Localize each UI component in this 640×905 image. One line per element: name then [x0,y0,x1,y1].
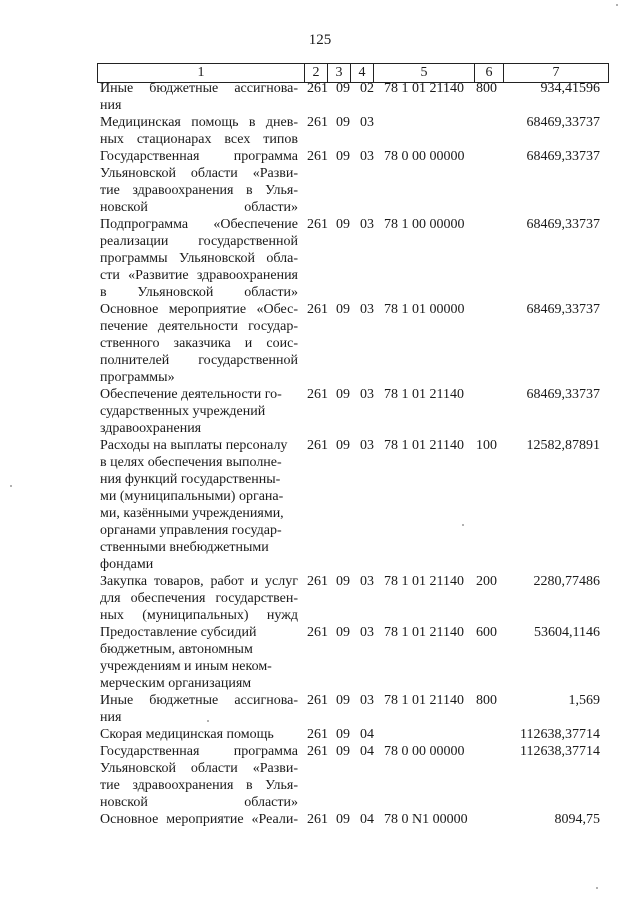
col-header-4: 4 [351,64,374,83]
row-code-ministry: 261 [307,625,328,640]
table-row [0,624,640,692]
row-description: Предоставление субсидий бюджетным, автономным учреждениям и иным неком- мерческим организациям [100,625,272,691]
row-description: Закупка товаров, работ и услуг для обеспечения государствен- ных (муниципальных) нужд [100,574,298,623]
row-amount: 1,569 [568,693,600,708]
row-description: Скорая медицинская помощь [100,727,274,742]
row-code-ministry: 261 [307,149,328,164]
scan-speck [462,524,464,526]
row-code-subsection: 03 [360,625,374,640]
table-row [0,692,640,726]
col-header-3: 3 [328,64,351,83]
row-target-article: 78 1 01 21140 [384,387,464,402]
row-target-article: 78 1 01 21140 [384,574,464,589]
table-row [0,216,640,301]
row-amount: 68469,33737 [526,217,600,232]
row-target-article: 78 1 01 21140 [384,438,464,453]
row-code-subsection: 03 [360,387,374,402]
row-code-section: 09 [336,149,350,164]
row-target-article: 78 1 00 00000 [384,217,465,232]
row-code-subsection: 03 [360,693,374,708]
row-code-ministry: 261 [307,727,328,742]
row-code-subsection: 02 [360,81,374,96]
table-row [0,80,640,114]
row-code-section: 09 [336,302,350,317]
row-target-article: 78 0 00 00000 [384,744,465,759]
row-amount: 53604,1146 [534,625,600,640]
row-expense-type: 100 [476,438,497,453]
row-description: Медицинская помощь в днев- ных стационарах всех типов [100,115,298,147]
row-code-subsection: 03 [360,149,374,164]
row-target-article: 78 0 00 00000 [384,149,465,164]
row-expense-type: 200 [476,574,497,589]
row-expense-type: 800 [476,81,497,96]
row-code-ministry: 261 [307,302,328,317]
table-row [0,301,640,386]
row-expense-type: 800 [476,693,497,708]
row-code-section: 09 [336,574,350,589]
row-code-ministry: 261 [307,744,328,759]
scan-speck [616,4,618,6]
row-code-section: 09 [336,625,350,640]
table-row [0,811,640,828]
row-code-section: 09 [336,115,350,130]
table-row [0,726,640,743]
row-code-section: 09 [336,693,350,708]
row-code-ministry: 261 [307,438,328,453]
scan-speck [10,485,12,487]
scan-speck [207,720,209,722]
row-code-subsection: 03 [360,302,374,317]
row-code-ministry: 261 [307,81,328,96]
row-code-section: 09 [336,744,350,759]
row-description: Государственная программа Ульяновской области «Разви- тие здравоохранения в Улья- новской области» [100,744,298,810]
row-description: Государственная программа Ульяновской области «Разви- тие здравоохранения в Улья- новской области» [100,149,298,215]
row-target-article: 78 1 01 21140 [384,693,464,708]
page-number: 125 [308,32,332,48]
row-code-section: 09 [336,812,350,827]
row-code-subsection: 04 [360,744,374,759]
row-amount: 68469,33737 [526,387,600,402]
row-code-ministry: 261 [307,217,328,232]
col-header-6: 6 [475,64,504,83]
row-expense-type: 600 [476,625,497,640]
row-code-subsection: 03 [360,574,374,589]
col-header-1: 1 [98,64,305,83]
row-amount: 934,41596 [540,81,600,96]
table-row [0,386,640,437]
scan-speck [596,887,598,889]
col-header-2: 2 [305,64,328,83]
row-code-ministry: 261 [307,812,328,827]
budget-table-body [0,80,640,828]
col-header-7: 7 [504,64,609,83]
row-description: Иные бюджетные ассигнова- ния [100,81,298,113]
row-code-subsection: 04 [360,727,374,742]
row-code-subsection: 03 [360,438,374,453]
row-target-article: 78 0 N1 00000 [384,812,468,827]
row-amount: 68469,33737 [526,149,600,164]
table-row [0,114,640,148]
row-amount: 68469,33737 [526,115,600,130]
row-description: Основное мероприятие «Реали- [100,812,298,827]
row-target-article: 78 1 01 00000 [384,302,465,317]
table-row [0,437,640,573]
row-code-subsection: 04 [360,812,374,827]
row-description: Основное мероприятие «Обес- печение деятельности государ- ственного заказчика и соис- полнителей государственной программы» [100,302,298,385]
table-row [0,743,640,811]
row-amount: 112638,37714 [520,744,600,759]
row-code-ministry: 261 [307,574,328,589]
col-header-5: 5 [374,64,475,83]
row-amount: 112638,37714 [520,727,600,742]
row-description: Иные бюджетные ассигнова- ния [100,693,298,725]
row-target-article: 78 1 01 21140 [384,625,464,640]
row-description: Расходы на выплаты персоналу в целях обеспечения выполне- ния функций государственны- ми (муниципальными) органа- ми, казёнными учреждениями, органами управления государ- ственными внебюджетными фондами [100,438,288,572]
row-amount: 68469,33737 [526,302,600,317]
row-code-section: 09 [336,387,350,402]
row-amount: 12582,87891 [526,438,600,453]
table-row [0,573,640,624]
row-target-article: 78 1 01 21140 [384,81,464,96]
row-amount: 8094,75 [554,812,600,827]
row-amount: 2280,77486 [533,574,600,589]
row-code-section: 09 [336,217,350,232]
row-description: Подпрограмма «Обеспечение реализации государственной программы Ульяновской обла- сти «Развитие здравоохранения в Ульяновской области» [100,217,298,300]
row-code-section: 09 [336,81,350,96]
row-code-ministry: 261 [307,693,328,708]
row-code-subsection: 03 [360,115,374,130]
row-description: Обеспечение деятельности го- сударственных учреждений здравоохранения [100,387,282,436]
row-code-ministry: 261 [307,115,328,130]
row-code-section: 09 [336,438,350,453]
row-code-subsection: 03 [360,217,374,232]
row-code-section: 09 [336,727,350,742]
row-code-ministry: 261 [307,387,328,402]
table-row [0,148,640,216]
